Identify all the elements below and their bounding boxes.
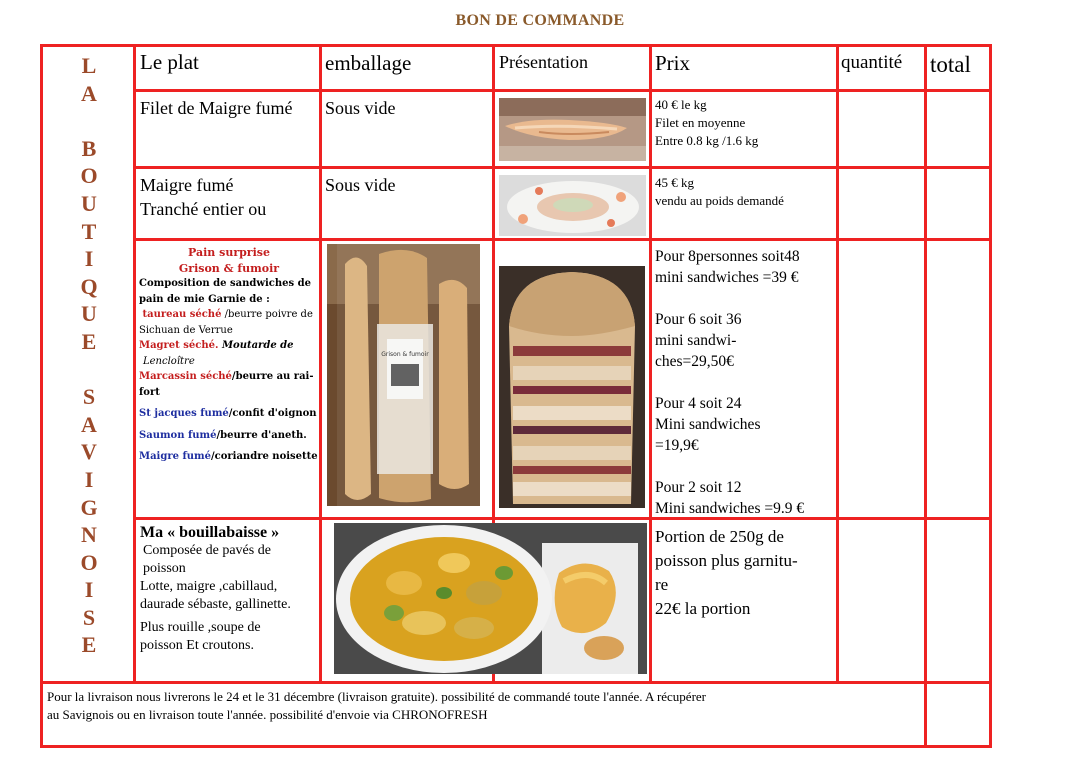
price-line: Portion de 250g de <box>655 527 784 546</box>
col-divider <box>649 44 652 683</box>
ingredient-name: taureau séché <box>142 309 222 320</box>
bouillabaisse-line: Lotte, maigre ,cabillaud, <box>140 579 278 594</box>
vertical-brand <box>44 52 134 659</box>
row-divider <box>40 681 992 684</box>
row3-prix <box>655 246 804 519</box>
row1-prix-line: Filet en moyenne <box>655 115 746 130</box>
bouillabaisse-photo <box>334 523 647 674</box>
delivery-note-line: Pour la livraison nous livrerons le 24 et le 31 décembre (livraison gratuite). possibilité de commandé toute l'année. A récupérer <box>47 689 707 704</box>
delivery-note-line: au Savignois ou en livraison toute l'année. possibilité d'envoie via CHRONOFRESH <box>47 707 488 722</box>
composition-line: Composition de sandwiches de <box>139 278 311 289</box>
brand-space <box>44 107 134 135</box>
row-divider <box>134 166 992 169</box>
ingredient <box>139 428 319 444</box>
composition-line: pain de mie Garnie de : <box>139 293 270 305</box>
row2-prix <box>655 174 784 210</box>
ingredient-pairing: /beurre au rai- <box>231 371 314 382</box>
row4-plat <box>140 524 291 655</box>
sliced-fish-plate-photo <box>499 175 646 236</box>
ingredient-name: Saumon fumé <box>139 429 217 441</box>
header-presentation: Présentation <box>499 52 588 72</box>
row2-prix-line: vendu au poids demandé <box>655 193 784 208</box>
ingredient-name: Maigre fumé <box>139 451 211 462</box>
bouillabaisse-line: Plus rouille ,soupe de <box>140 620 261 635</box>
bouillabaisse-line: daurade sébaste, gallinette. <box>140 597 291 612</box>
brand-letter: E <box>81 328 97 354</box>
bouillabaisse-line: poisson Et croutons. <box>140 638 254 653</box>
bouillabaisse-title: Ma « bouillabaisse » <box>140 524 280 541</box>
brand-letter: E <box>81 632 97 658</box>
ingredient <box>139 369 319 385</box>
fish-fillet-photo <box>499 98 646 161</box>
price-line: 22€ la portion <box>655 599 751 618</box>
row1-emballage: Sous vide <box>325 98 396 118</box>
price-line: Pour 6 soit 36 <box>655 311 742 328</box>
ingredient-pairing: Lencloître <box>143 355 195 367</box>
ingredient-pairing: /beurre poivre de <box>221 309 313 320</box>
col-divider <box>319 44 322 683</box>
pain-surprise-subtitle: Grison & fumoir <box>178 261 280 275</box>
price-line: mini sandwi- <box>655 332 737 349</box>
ingredient <box>139 307 319 323</box>
price-line: Mini sandwiches =9.9 € <box>655 500 805 517</box>
brand-letter: U <box>81 190 97 216</box>
brand-letter: A <box>81 411 97 437</box>
header-plat: Le plat <box>140 50 199 74</box>
bread-package-photo <box>327 244 480 506</box>
brand-letter: I <box>84 577 94 603</box>
row1-prix <box>655 96 758 150</box>
brand-letter: T <box>81 218 97 244</box>
bouillabaisse-line: Composée de pavés de <box>143 543 271 558</box>
row2-plat <box>140 173 266 221</box>
brand-space <box>44 356 134 384</box>
ingredient <box>139 338 319 354</box>
brand-letter: I <box>84 246 94 272</box>
ingredient-pairing: Moutarde de <box>218 340 294 351</box>
ingredient-pairing: Sichuan de Verrue <box>139 324 233 336</box>
brand-letter: B <box>81 135 97 161</box>
ingredient <box>139 449 319 465</box>
ingredient-name: Magret séché. <box>139 340 219 351</box>
brand-letter: G <box>80 494 98 520</box>
package-label-text: Grison & fumoir <box>381 351 429 358</box>
ingredient <box>139 406 319 422</box>
sandwich-tower-photo <box>499 266 645 508</box>
page-title: BON DE COMMANDE <box>455 12 625 29</box>
header-prix: Prix <box>655 51 691 75</box>
brand-letter: A <box>81 80 97 106</box>
brand-letter: I <box>84 466 94 492</box>
brand-letter: S <box>82 604 96 630</box>
price-line: Pour 4 soit 24 <box>655 395 742 412</box>
price-line: Pour 2 soit 12 <box>655 479 742 496</box>
row2-emballage: Sous vide <box>325 175 396 195</box>
ingredient-name: St jacques fumé <box>139 408 229 419</box>
price-line: Mini sandwiches <box>655 416 761 433</box>
brand-letter: O <box>80 549 98 575</box>
row3-plat <box>139 245 319 465</box>
ingredient-name: Marcassin séché <box>139 371 232 382</box>
row4-prix <box>655 525 798 621</box>
col-divider <box>836 44 839 683</box>
row2-plat-line: Maigre fumé <box>140 175 234 195</box>
row-divider <box>134 517 992 520</box>
price-line: =19,9€ <box>655 437 699 454</box>
price-line: re <box>655 575 669 594</box>
price-line: ches=29,50€ <box>655 353 734 370</box>
pain-surprise-title: Pain surprise <box>188 246 270 259</box>
price-line: poisson plus garnitu- <box>655 551 798 570</box>
col-divider <box>924 44 927 748</box>
brand-letter: S <box>82 384 96 410</box>
header-quantite: quantité <box>841 52 903 73</box>
brand-letter: Q <box>80 273 98 299</box>
row2-plat-line: Tranché entier ou <box>140 199 267 219</box>
ingredient-pairing: /confit d'oignon <box>228 408 317 419</box>
row2-prix-line: 45 € kg <box>655 175 694 190</box>
row1-prix-line: Entre 0.8 kg /1.6 kg <box>655 133 759 148</box>
price-line: Pour 8personnes soit48 <box>655 248 800 265</box>
row1-plat: Filet de Maigre fumé <box>140 98 293 118</box>
price-line: mini sandwiches =39 € <box>655 269 799 286</box>
brand-letter: L <box>81 53 97 78</box>
brand-letter: N <box>81 522 97 548</box>
row-divider <box>134 238 992 241</box>
brand-letter: O <box>80 163 98 189</box>
brand-letter: V <box>81 439 97 465</box>
header-emballage: emballage <box>325 51 412 75</box>
delivery-note <box>47 688 922 724</box>
ingredient-pairing: /coriandre noisette <box>210 451 318 462</box>
row-divider <box>134 89 992 92</box>
bouillabaisse-line: poisson <box>143 561 186 576</box>
header-total: total <box>930 52 971 77</box>
row1-prix-line: 40 € le kg <box>655 97 707 112</box>
ingredient-pairing: fort <box>139 386 160 398</box>
ingredient-pairing: /beurre d'aneth. <box>216 429 307 441</box>
brand-letter: U <box>81 301 97 327</box>
